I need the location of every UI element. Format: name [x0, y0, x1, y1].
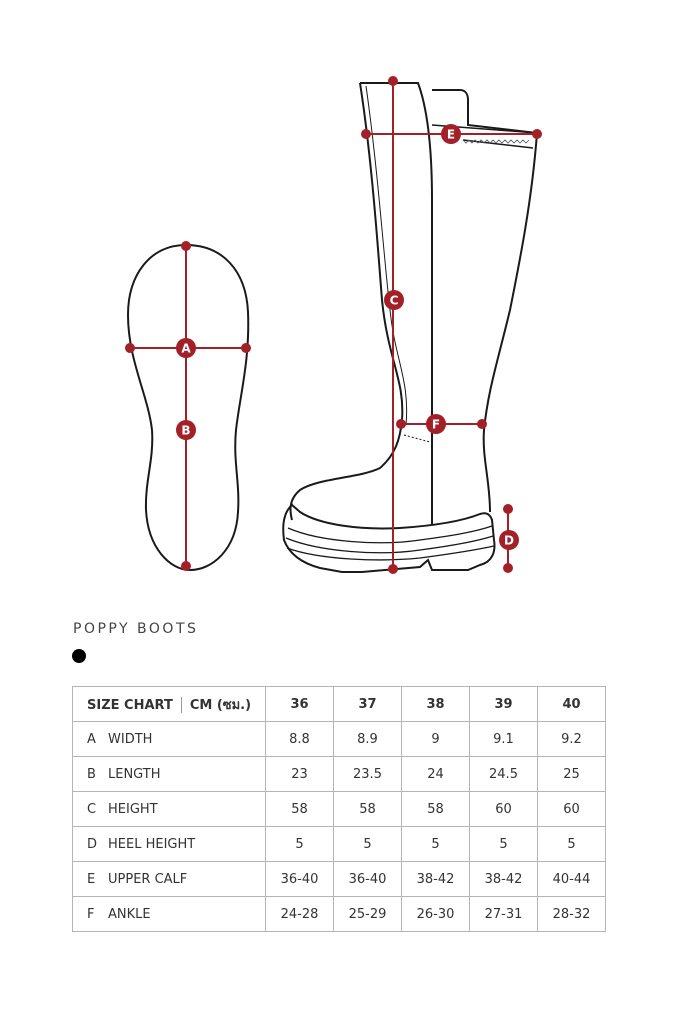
size-chart-header-row: [73, 687, 606, 722]
size-header: 38: [402, 687, 470, 722]
table-cell: 9.2: [538, 722, 606, 757]
marker-e: [441, 124, 461, 144]
product-title: POPPY BOOTS: [73, 621, 199, 637]
table-cell: 25-29: [334, 897, 402, 932]
table-cell: 5: [538, 827, 606, 862]
row-label-text: ANKLE: [108, 906, 151, 922]
svg-text:F: F: [431, 417, 441, 432]
row-label: [73, 792, 266, 827]
table-row: [73, 862, 606, 897]
size-header: 40: [538, 687, 606, 722]
svg-text:A: A: [181, 341, 191, 356]
size-header: 36: [266, 687, 334, 722]
table-cell: 40-44: [538, 862, 606, 897]
zipper-line: [366, 86, 407, 425]
table-row: [73, 897, 606, 932]
table-cell: 28-32: [538, 897, 606, 932]
svg-text:E: E: [446, 127, 456, 142]
color-swatch-black[interactable]: [72, 649, 86, 663]
row-code: E: [87, 871, 96, 887]
table-row: [73, 757, 606, 792]
row-label-text: UPPER CALF: [108, 871, 188, 887]
size-header: 39: [470, 687, 538, 722]
table-cell: 36-40: [334, 862, 402, 897]
table-cell: 58: [402, 792, 470, 827]
table-row: [73, 827, 606, 862]
table-cell: 24-28: [266, 897, 334, 932]
table-cell: 38-42: [402, 862, 470, 897]
row-code: A: [87, 731, 96, 747]
row-label-text: LENGTH: [108, 766, 161, 782]
sole-outline: [128, 245, 248, 570]
table-cell: 38-42: [470, 862, 538, 897]
row-label: [73, 757, 266, 792]
table-cell: 5: [402, 827, 470, 862]
table-cell: 8.9: [334, 722, 402, 757]
table-cell: 60: [538, 792, 606, 827]
row-label: [73, 827, 266, 862]
ankle-seam: [404, 435, 430, 442]
table-row: [73, 792, 606, 827]
size-header: 37: [334, 687, 402, 722]
row-label-text: WIDTH: [108, 731, 153, 747]
row-code: F: [87, 906, 95, 922]
row-label-text: HEEL HEIGHT: [108, 836, 196, 852]
marker-c: [384, 290, 404, 310]
size-chart-header-cell: [73, 687, 266, 722]
size-chart-table: [72, 686, 606, 932]
table-cell: 26-30: [402, 897, 470, 932]
table-cell: 27-31: [470, 897, 538, 932]
table-cell: 36-40: [266, 862, 334, 897]
table-cell: 24: [402, 757, 470, 792]
table-cell: 58: [334, 792, 402, 827]
marker-b: [176, 420, 196, 440]
marker-d: [499, 530, 519, 550]
table-cell: 9: [402, 722, 470, 757]
marker-f: [426, 414, 446, 434]
svg-text:C: C: [389, 293, 399, 308]
table-cell: 24.5: [470, 757, 538, 792]
table-cell: 5: [334, 827, 402, 862]
size-chart-label: SIZE CHART: [87, 697, 173, 713]
table-cell: 5: [470, 827, 538, 862]
table-cell: 23.5: [334, 757, 402, 792]
table-cell: 5: [266, 827, 334, 862]
unit-label: CM (ซม.): [189, 697, 252, 713]
row-code: C: [87, 801, 97, 817]
svg-text:D: D: [504, 533, 514, 548]
table-cell: 58: [266, 792, 334, 827]
row-label: [73, 862, 266, 897]
boot-lug-sole: [283, 505, 494, 572]
boot-shaft-outline: [290, 83, 432, 525]
measurement-guides: [126, 77, 541, 573]
table-cell: 8.8: [266, 722, 334, 757]
sole-ridges: [286, 526, 494, 560]
svg-text:B: B: [181, 423, 191, 438]
row-label: [73, 722, 266, 757]
table-cell: 9.1: [470, 722, 538, 757]
marker-a: [176, 338, 196, 358]
table-cell: 25: [538, 757, 606, 792]
row-code: B: [87, 766, 96, 782]
row-code: D: [87, 836, 98, 852]
table-row: [73, 722, 606, 757]
header-divider: [181, 697, 182, 713]
boot-back-outline: [432, 90, 537, 512]
table-cell: 23: [266, 757, 334, 792]
row-label-text: HEIGHT: [108, 801, 158, 817]
table-cell: 60: [470, 792, 538, 827]
row-label: [73, 897, 266, 932]
